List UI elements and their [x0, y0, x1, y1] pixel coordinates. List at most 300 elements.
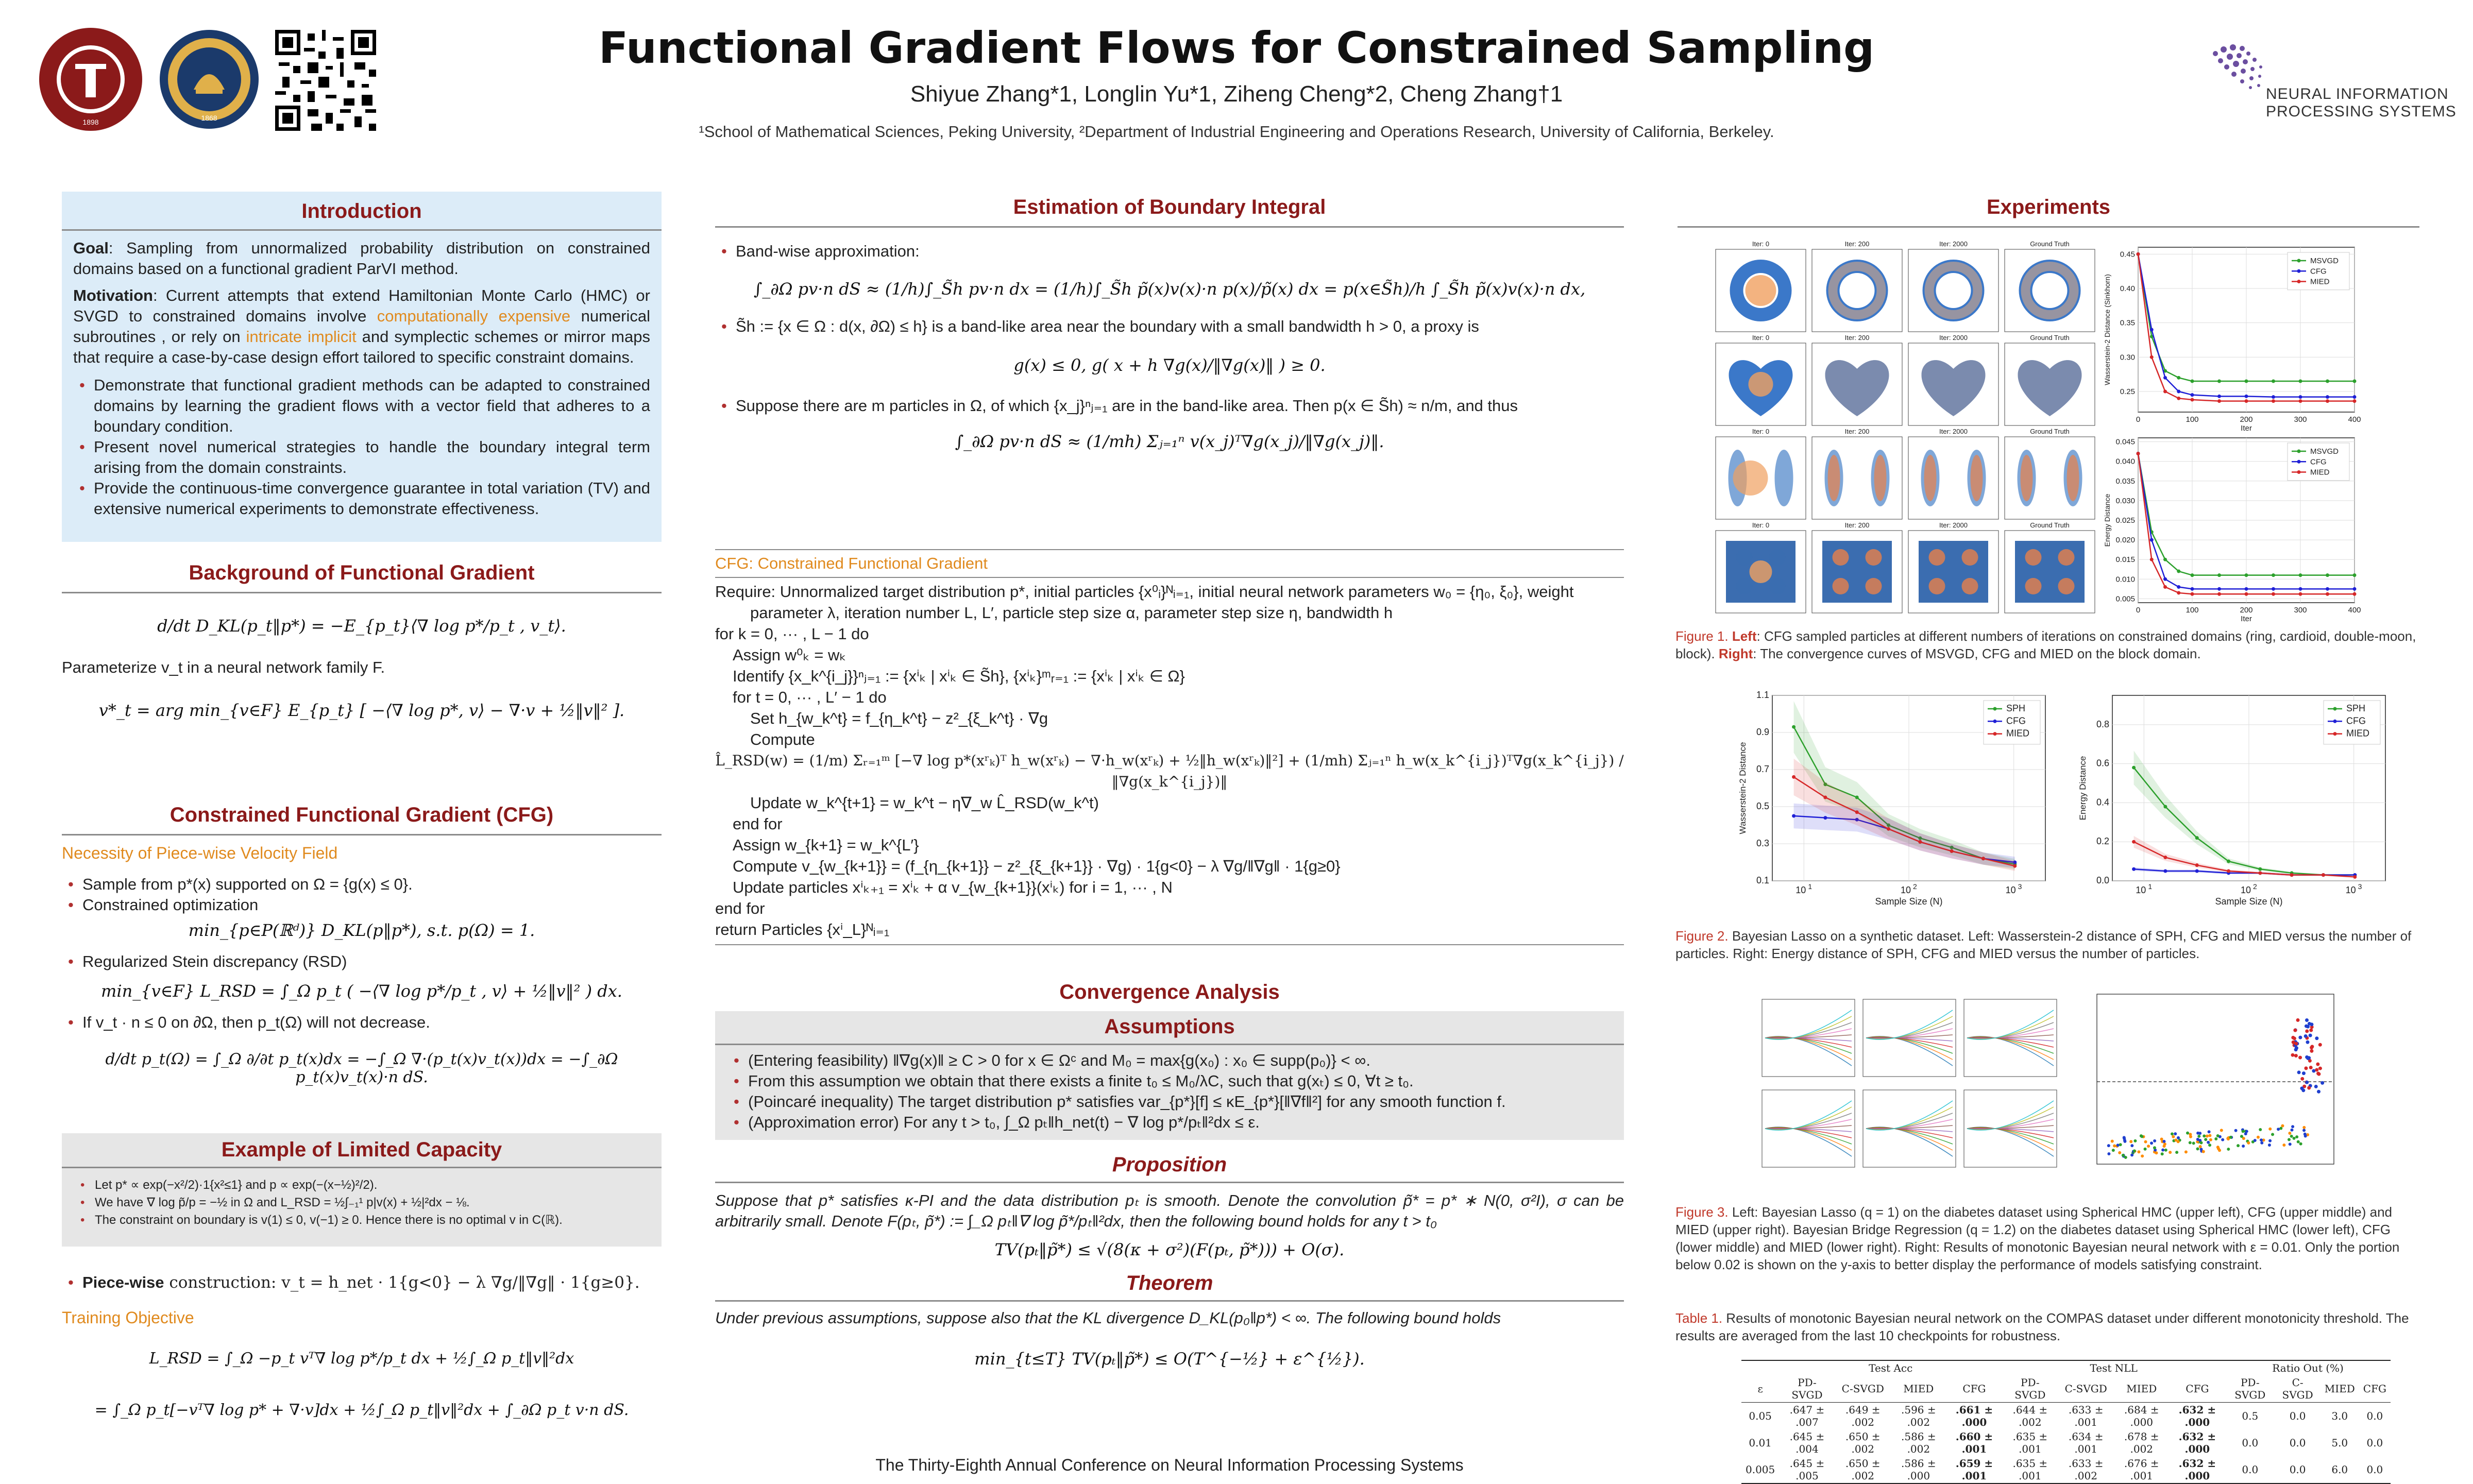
scatter-point	[2189, 1135, 2192, 1138]
x-tick-exponent: 3	[2018, 882, 2022, 891]
limited-list	[62, 1176, 662, 1229]
particles	[1971, 455, 1983, 501]
scatter-point	[2221, 1138, 2224, 1141]
limited-item: • Let p* ∝ exp(−x²/2)·1{x²≤1} and p ∝ exp(−(x−½)²/2).	[95, 1176, 662, 1194]
data-point	[2326, 395, 2329, 399]
data-point	[2177, 397, 2180, 400]
scatter-point	[2305, 1029, 2309, 1033]
x-tick-label: 10	[2240, 885, 2251, 895]
coefficient-panel	[1964, 1090, 2057, 1167]
algorithm-rule-mid	[715, 577, 1624, 578]
training-eq-2: = ∫_Ω p_t[−vᵀ∇ log p* + ∇·v]dx + ½∫_Ω p_t‖v‖²dx + ∫_∂Ω p_t v·n dS.	[94, 1401, 629, 1419]
domain-hole	[2032, 273, 2068, 308]
particles	[2067, 455, 2079, 501]
introduction-heading: Introduction	[301, 200, 422, 223]
table-cell: 0.0	[2289, 1463, 2306, 1476]
panel-title: Iter: 0	[1752, 334, 1770, 342]
scatter-point	[2288, 1132, 2291, 1135]
scatter-point	[2293, 1029, 2297, 1032]
scatter-point	[2294, 1048, 2298, 1051]
data-point	[2353, 587, 2357, 591]
scatter-point	[2189, 1141, 2192, 1144]
algorithm-line: end for	[733, 815, 783, 833]
scatter-point	[2282, 1144, 2285, 1147]
scatter-point	[2289, 1142, 2292, 1146]
legend-marker	[2333, 732, 2337, 736]
data-point	[2299, 592, 2302, 596]
data-point	[2272, 573, 2275, 577]
data-point	[1981, 857, 1985, 860]
scatter-point	[2172, 1135, 2175, 1138]
introduction-section	[62, 192, 662, 542]
scatter-point	[2144, 1140, 2147, 1144]
scatter-point	[2208, 1134, 2211, 1137]
data-point	[2013, 864, 2017, 868]
figure1-particle-grid	[1700, 237, 2092, 613]
data-point	[2290, 873, 2294, 877]
neurips-text-2: PROCESSING SYSTEMS	[2266, 103, 2457, 120]
theorem-text: Under previous assumptions, suppose also that the KL divergence D_KL(p₀‖p*) < ∞. The following bound holds	[715, 1309, 1501, 1327]
legend-label: MIED	[2310, 468, 2330, 477]
panel-title: Iter: 200	[1844, 334, 1870, 342]
scatter-point	[2174, 1138, 2177, 1141]
table-cell: 0.0	[2366, 1437, 2383, 1449]
table-cell: .632 ± .000	[2178, 1430, 2216, 1455]
table-col-header: C-SVGD	[1841, 1383, 1884, 1395]
peking-year: 1898	[82, 118, 99, 126]
scatter-point	[2130, 1153, 2133, 1156]
x-tick-label: 200	[2240, 606, 2253, 615]
data-point	[2326, 399, 2329, 403]
convergence-heading: Convergence Analysis	[1059, 981, 1280, 1003]
table-cell: 0.0	[2242, 1463, 2259, 1476]
coefficient-panel	[1762, 1090, 1855, 1167]
x-tick-label: 100	[2186, 606, 2199, 615]
initial-particles	[1746, 275, 1776, 306]
panel-title: Ground Truth	[2030, 240, 2070, 248]
figure2-energy-chart	[2076, 685, 2396, 907]
data-point	[2177, 390, 2180, 394]
scatter-point	[2214, 1137, 2217, 1140]
x-tick-label: 10	[2136, 885, 2146, 895]
scatter-point	[2177, 1136, 2180, 1139]
particle-panel	[2005, 240, 2095, 332]
y-tick-label: 0.025	[2115, 516, 2135, 525]
initial-particles	[1750, 560, 1772, 583]
data-point	[2299, 395, 2302, 399]
y-tick-label: 0.25	[2120, 387, 2135, 396]
footer-conference: The Thirty-Eighth Annual Conference on Neural Information Processing Systems	[875, 1456, 1464, 1474]
algorithm-lines	[715, 581, 1624, 940]
intro-body	[62, 231, 662, 519]
particle-panel	[1812, 240, 1902, 332]
x-axis-label: Sample Size (N)	[1875, 896, 1943, 907]
y-tick-label: 0.30	[2120, 353, 2135, 362]
scatter-point	[2268, 1139, 2272, 1142]
scatter-point	[2318, 1043, 2322, 1047]
scatter-point	[2260, 1138, 2263, 1141]
limited-item: • We have ∇ log p̃/p = −½ in Ω and L_RSD = ½∫₋₁¹ p|v(x) + ½|²dx − ⅛.	[95, 1194, 662, 1212]
legend-marker	[2333, 720, 2337, 723]
algorithm-title: CFG: Constrained Functional Gradient	[715, 554, 988, 572]
y-tick-label: 0.035	[2115, 476, 2135, 486]
scatter-point	[2310, 1049, 2313, 1053]
scatter-point	[2281, 1124, 2284, 1128]
algorithm-block	[715, 549, 1624, 945]
scatter-point	[2206, 1134, 2209, 1137]
data-point	[2150, 558, 2154, 561]
particle-cluster	[1962, 549, 1978, 566]
scatter-point	[2130, 1144, 2133, 1147]
training-eq-1: L_RSD = ∫_Ω −p_t vᵀ∇ log p*/p_t dx + ½∫_Ω p_t‖v‖²dx	[149, 1350, 574, 1368]
y-tick-label: 0.7	[1756, 764, 1769, 774]
group-test-acc: Test Acc	[1869, 1362, 1913, 1374]
scatter-point	[2242, 1130, 2245, 1133]
scatter-point	[2295, 1135, 2298, 1138]
data-point	[2353, 592, 2357, 596]
w2-iter-chart-svg	[2102, 237, 2360, 433]
data-point	[2191, 380, 2194, 383]
algorithm-line: for k = 0, ··· , L − 1 do	[715, 625, 869, 643]
data-point	[2163, 577, 2167, 581]
intro-bullet: • Provide the continuous-time convergence guarantee in total variation (TV) and extensive numerical experiments to demonstrate effectiveness.	[94, 478, 650, 519]
scatter-point	[2291, 1125, 2294, 1128]
cfg-bullets-3	[62, 1012, 662, 1033]
scatter-point	[2112, 1149, 2115, 1152]
affiliations: ¹School of Mathematical Sciences, Peking University, ²Department of Industrial Engineering and Operations Research, University of California, Berkeley.	[699, 123, 1774, 141]
initial-particles	[1733, 460, 1768, 496]
table-cell: 0.0	[2289, 1437, 2306, 1449]
legend-label: CFG	[2346, 715, 2366, 726]
legend-marker	[1993, 707, 1997, 711]
algorithm-line: Update w_k^{t+1} = w_k^t − η∇_w L̂_RSD(w_k^t)	[750, 794, 1099, 812]
data-point	[1792, 775, 1796, 779]
table-cell: 3.0	[2331, 1410, 2348, 1422]
data-point	[2150, 328, 2154, 332]
data-point	[2217, 587, 2221, 591]
scatter-point	[2257, 1136, 2260, 1139]
data-point	[2353, 395, 2357, 399]
figure3-monotonic-scatter	[2066, 984, 2339, 1185]
scatter-point	[2309, 1034, 2312, 1037]
legend-label: MSVGD	[2310, 257, 2339, 265]
legend-label: CFG	[2310, 267, 2327, 276]
scatter-point	[2291, 1053, 2295, 1057]
data-point	[2217, 380, 2221, 383]
data-point	[2177, 591, 2180, 594]
particle-cluster	[1736, 549, 1753, 566]
x-tick-exponent: 1	[1808, 882, 1813, 891]
particle-cluster	[2025, 578, 2042, 594]
scatter-point	[2161, 1152, 2164, 1155]
y-axis-label: Energy Distance	[2078, 756, 2088, 821]
figure2-caption: Figure 2. Bayesian Lasso on a synthetic dataset. Left: Wasserstein-2 distance of SPH, CFG and MIED versus the number of particles. Right: Energy distance of SPH, CFG and MIED versus the number of particles.	[1675, 928, 2412, 961]
boundary-section	[715, 196, 1624, 451]
convergence-section	[715, 981, 1624, 1369]
background-section	[62, 561, 662, 720]
table-cell: .632 ± .000	[2178, 1457, 2216, 1482]
y-tick-label: 0.030	[2115, 496, 2135, 505]
scatter-point	[2207, 1141, 2210, 1144]
table-col-header: C-SVGD	[2282, 1376, 2313, 1401]
experiments-section	[1678, 196, 2419, 228]
assumptions-heading: Assumptions	[1104, 1015, 1235, 1038]
data-point	[2137, 252, 2140, 256]
particle-panel	[1812, 428, 1902, 519]
algorithm-line: Compute v_{w_{k+1}} = (f_{η_{k+1}} − z²_{ξ_{k+1}} · ∇g) · 1{g<0} − λ ∇g/‖∇g‖ · 1{g≥0}	[733, 857, 1341, 875]
limited-capacity-box	[62, 1133, 662, 1247]
panel-title: Iter: 2000	[1939, 428, 1968, 435]
algorithm-line: end for	[715, 899, 765, 917]
panel-title: Ground Truth	[2030, 334, 2070, 342]
scatter-point	[2116, 1144, 2120, 1147]
particle-panel	[1716, 428, 1806, 519]
figure1-caption: Figure 1. Left: CFG sampled particles at different numbers of iterations on constrained domains (ring, cardioid, double-moon, block). Right: The convergence curves of MSVGD, CFG and MIED on the block domain.	[1675, 628, 2416, 661]
scatter-point	[2186, 1132, 2189, 1135]
scatter-point	[2254, 1139, 2257, 1142]
data-point	[2150, 355, 2154, 359]
scatter-point	[2271, 1133, 2274, 1136]
table-col-header: C-SVGD	[2064, 1383, 2107, 1395]
data-point	[2177, 376, 2180, 380]
scatter-point	[2304, 1066, 2308, 1070]
algorithm-line: Identify {x_k^{i_j}}ⁿⱼ₌₁ := {xⁱₖ | xⁱₖ ∈ S̃h}, {xⁱₖ}ᵐᵣ₌₁ := {xⁱₖ | xⁱₖ ∈ Ω}	[733, 667, 1185, 685]
proposition-text: Suppose that p* satisfies κ-PI and the data distribution pₜ is smooth. Denote the convolution p̃* = p* ∗ N(0, σ²I), σ can be arbitrarily small. Denote F(pₜ, p̃*) := ∫_Ω pₜ‖∇ log p̃*/pₜ‖²dx, then the following bound holds for any t > t₀	[715, 1191, 1624, 1230]
scatter-point	[2129, 1140, 2132, 1143]
data-point	[2191, 587, 2194, 591]
data-point	[1950, 849, 1954, 853]
intro-bullets	[73, 375, 650, 519]
scatter-point	[2162, 1140, 2165, 1143]
scatter-point	[2107, 1152, 2110, 1155]
x-tick-label: 10	[1796, 885, 1806, 895]
theorem-eq: min_{t≤T} TV(pₜ‖p̃*) ≤ O(T^{−½} + ε^{½}).	[974, 1349, 1365, 1369]
scatter-point	[2153, 1139, 2156, 1142]
data-point	[2272, 380, 2275, 383]
table-cell: .644 ± .002	[2012, 1404, 2048, 1428]
scatter-point	[2153, 1146, 2156, 1149]
domain-hole	[1840, 273, 1875, 308]
cfg-eq-decrease: d/dt p_t(Ω) = ∫_Ω ∂/∂t p_t(x)dx = −∫_Ω ∇·(p_t(x)v_t(x))dx = −∫_∂Ω p_t(x)v_t(x)·n dS.	[105, 1050, 618, 1086]
scatter-point	[2227, 1148, 2230, 1151]
figure3-caption: Figure 3. Left: Bayesian Lasso (q = 1) on the diabetes dataset using Spherical HMC (upper left), CFG (upper middle) and MIED (upper right). Bayesian Bridge Regression (q = 1.2) on the diabetes dataset using Spherical HMC (lower left), CFG (lower middle) and MIED (lower right). Right: Results of monotonic Bayesian neural network with ε = 0.01. Only the portion below 0.02 is shown on the y-axis to better display the performance of models satisfying constraint.	[1675, 1204, 2400, 1272]
scatter-point	[2169, 1151, 2172, 1154]
data-point	[2217, 592, 2221, 596]
scatter-point	[2147, 1145, 2150, 1148]
table-col-header: PD-SVGD	[1791, 1376, 1823, 1401]
scatter-point	[2315, 1036, 2318, 1040]
table-col-header: CFG	[1962, 1383, 1986, 1395]
y-tick-label: 0.45	[2120, 250, 2135, 259]
panel-title: Ground Truth	[2030, 521, 2070, 529]
particle-cluster	[1866, 549, 1882, 566]
particle-cluster	[1866, 578, 1882, 594]
coefficient-panel	[1863, 999, 1956, 1077]
panel-title: Iter: 2000	[1939, 334, 1968, 342]
algorithm-line: Set h_{w_k^t} = f_{η_k^t} − z²_{ξ_k^t} · ∇g	[750, 709, 1048, 727]
data-point	[2227, 860, 2230, 863]
figure2-w2-chart	[1736, 685, 2056, 907]
scatter-point	[2318, 1067, 2322, 1070]
table-cell: .645 ± .005	[1789, 1457, 1825, 1482]
data-point	[2353, 573, 2357, 577]
particles	[2021, 455, 2033, 501]
legend-marker	[2297, 460, 2301, 464]
data-point	[2326, 592, 2329, 596]
assumptions-rule	[715, 1044, 1624, 1045]
experiments-rule	[1678, 226, 2419, 228]
particle-panel	[1908, 240, 1998, 332]
data-point	[2132, 766, 2136, 770]
table-cell: 0.0	[2289, 1410, 2306, 1422]
scatter-point	[2140, 1134, 2143, 1137]
particle-panel	[1812, 521, 1902, 613]
data-point	[2163, 856, 2167, 859]
data-point	[2195, 869, 2199, 873]
data-point	[2245, 592, 2248, 596]
algorithm-line: for t = 0, ··· , L′ − 1 do	[733, 688, 887, 706]
data-point	[2299, 380, 2302, 383]
data-point	[2177, 570, 2180, 573]
scatter-point	[2320, 1081, 2324, 1085]
coefficient-panel	[1863, 1090, 1956, 1167]
particles	[1924, 455, 1937, 501]
limited-rule	[62, 1167, 662, 1168]
scatter-point	[2113, 1145, 2116, 1148]
table-cell: .650 ± .002	[1845, 1430, 1881, 1455]
scatter-point	[2310, 1022, 2313, 1026]
x-tick-label: 200	[2240, 415, 2253, 424]
scatter-point	[2304, 1135, 2307, 1138]
data-point	[1792, 725, 1796, 729]
algorithm-line: return Particles {xⁱ_L}ᴺᵢ₌₁	[715, 920, 890, 939]
particle-cluster	[2025, 549, 2042, 566]
scatter-point	[2137, 1150, 2140, 1153]
background-heading: Background of Functional Gradient	[189, 561, 535, 584]
scatter-point	[2209, 1138, 2212, 1141]
legend-marker	[2297, 269, 2301, 273]
theorem-rule	[715, 1300, 1624, 1302]
scatter-point	[2204, 1138, 2207, 1141]
piecewise-list	[62, 1272, 662, 1293]
table-cell: .647 ± .007	[1789, 1404, 1825, 1428]
data-point	[2299, 573, 2302, 577]
scatter-point	[2305, 1081, 2309, 1084]
y-tick-label: 0.1	[1756, 875, 1769, 885]
boundary-eq3: ∫_∂Ω pv·n dS ≈ (1/mh) Σⱼ₌₁ⁿ v(x_j)ᵀ∇g(x_j)/‖∇g(x_j)‖.	[955, 432, 1384, 451]
boundary-eq2: g(x) ≤ 0, g( x + h ∇g(x)/‖∇g(x)‖ ) ≥ 0.	[1013, 355, 1326, 375]
boundary-bullets	[715, 241, 1624, 262]
figure3-coefficient-paths	[1741, 984, 2061, 1185]
legend-marker	[2333, 707, 2337, 711]
neurips-text-1: NEURAL INFORMATION	[2266, 86, 2449, 103]
legend-label: CFG	[2006, 715, 2026, 726]
scatter-point	[2196, 1132, 2199, 1135]
table1-caption: Table 1. Results of monotonic Bayesian neural network on the COMPAS dataset under different monotonicity threshold. The results are averaged from the last 10 checkpoints for robustness.	[1675, 1310, 2409, 1343]
scatter-point	[2316, 1062, 2319, 1066]
particle-panel	[2005, 428, 2095, 519]
data-point	[2353, 380, 2357, 383]
figure1-energy-chart	[2102, 428, 2360, 623]
scatter-point	[2245, 1130, 2248, 1133]
scatter-point	[2123, 1140, 2126, 1143]
data-point	[2299, 399, 2302, 403]
initial-particles	[1749, 372, 1773, 397]
scatter-point	[2234, 1129, 2238, 1132]
scatter-point	[2242, 1145, 2245, 1148]
data-point	[2245, 380, 2248, 383]
y-tick-label: 0.8	[2096, 719, 2109, 729]
panel-title: Iter: 200	[1844, 521, 1870, 529]
scatter-point	[2291, 1129, 2294, 1132]
cfg-section	[62, 804, 662, 1086]
data-point	[2272, 395, 2275, 399]
scatter-point	[2268, 1128, 2272, 1131]
assumptions-list	[715, 1050, 1624, 1133]
data-point	[2326, 587, 2329, 591]
data-point	[2258, 867, 2262, 871]
data-point	[2322, 873, 2325, 877]
assumption-item: • From this assumption we obtain that there exists a finite t₀ ≤ M₀/λC, such that g(xₜ) ≤ 0, ∀t ≥ t₀.	[748, 1071, 1624, 1091]
table-cell: 6.0	[2331, 1463, 2348, 1476]
limited-heading: Example of Limited Capacity	[221, 1138, 502, 1161]
legend-label: MSVGD	[2310, 447, 2339, 456]
legend-marker	[2297, 470, 2301, 474]
x-tick-label: 100	[2186, 415, 2199, 424]
particle-cluster	[1833, 549, 1849, 566]
scatter-point	[2300, 1086, 2303, 1090]
scatter-point	[2208, 1130, 2211, 1133]
table-cell: .649 ± .002	[1845, 1404, 1881, 1428]
scatter-point	[2118, 1151, 2121, 1154]
scatter-point	[2122, 1154, 2125, 1157]
x-tick-label: 10	[2345, 885, 2356, 895]
data-point	[2353, 399, 2357, 403]
particles	[1828, 455, 1840, 501]
particle-panel	[1908, 521, 1998, 613]
y-tick-label: 0.045	[2115, 437, 2135, 447]
group-test-nll: Test NLL	[2090, 1362, 2138, 1374]
data-point	[2191, 573, 2194, 577]
training-objective-heading: Training Objective	[62, 1308, 194, 1327]
scatter-point	[2208, 1144, 2211, 1147]
data-point	[2272, 587, 2275, 591]
data-point	[2353, 875, 2357, 879]
scatter-point	[2299, 1142, 2302, 1146]
data-point	[2299, 587, 2302, 591]
table-cell: .586 ± .000	[1901, 1457, 1936, 1482]
legend-label: MIED	[2346, 728, 2369, 739]
data-point	[1855, 810, 1859, 814]
y-axis-label: Wasserstein-2 Distance	[1738, 742, 1748, 834]
table-cell: 0.0	[2242, 1437, 2259, 1449]
neurips-logo	[2205, 33, 2457, 120]
legend-label: SPH	[2346, 703, 2366, 713]
scatter-point	[2184, 1150, 2188, 1153]
scatter-point	[2150, 1141, 2153, 1145]
panel-title: Iter: 2000	[1939, 521, 1968, 529]
scatter-point	[2309, 1029, 2313, 1032]
data-point	[2258, 871, 2262, 875]
particle-cluster	[1833, 578, 1849, 594]
domain-hole	[1936, 273, 1971, 308]
particle-panel	[1716, 240, 1806, 332]
x-tick-label: 400	[2348, 415, 2361, 424]
algorithm-line: Update particles xⁱₖ₊₁ = xⁱₖ + α v_{w_{k+1}}(xⁱₖ) for i = 1, ··· , N	[733, 878, 1173, 896]
table-cell: .596 ± .002	[1901, 1404, 1936, 1428]
table-cell: .633 ± .001	[2068, 1404, 2104, 1428]
proposition-eq: TV(pₜ‖p̃*) ≤ √(8(κ + σ²)(F(pₜ, p̃*))) + O(σ).	[994, 1240, 1345, 1259]
